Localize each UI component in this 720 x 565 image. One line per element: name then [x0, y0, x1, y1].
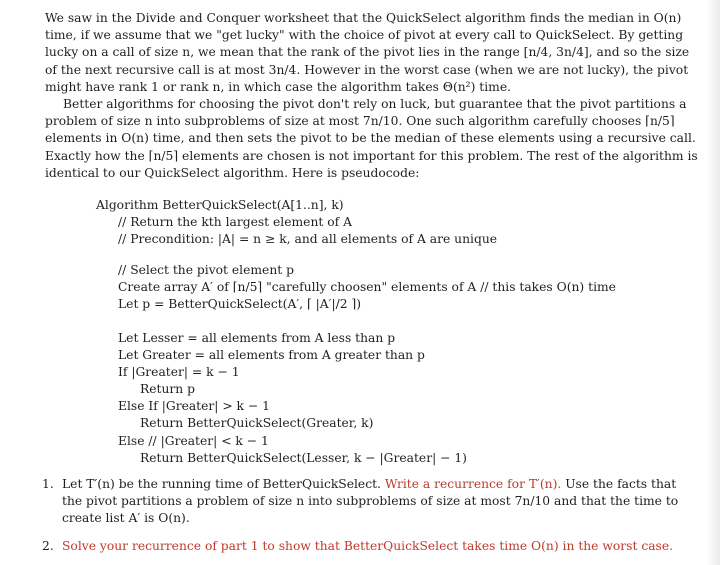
question-line: create list A′ is O(n). — [62, 511, 190, 526]
question-number: 1. — [42, 477, 54, 491]
code-line: Return p — [140, 382, 195, 397]
question-line: the pivot partitions a problem of size n into subproblems of size at most 7n/10 and that the time to — [62, 494, 679, 509]
text-line: elements in O(n) time, and then sets the pivot to be the median of these elements using a recursive call. — [45, 131, 696, 146]
code-line: Create array A′ of ⌈n/5⌉ "carefully choosen" elements of A // this takes O(n) time — [118, 280, 616, 295]
problem-text — [45, 10, 698, 182]
code-comment: // Select the pivot element p — [118, 263, 294, 277]
text-line: Exactly how the ⌈n/5⌉ elements are chosen is not important for this problem. The rest of the algorithm is — [45, 148, 698, 163]
code-line: If |Greater| = k − 1 — [118, 365, 240, 380]
code-line: Else // |Greater| < k − 1 — [118, 433, 269, 448]
code-line: Return BetterQuickSelect(Lesser, k − |Greater| − 1) — [140, 450, 467, 465]
question-number: 2. — [42, 539, 54, 553]
code-line: Algorithm BetterQuickSelect(A[1..n], k) — [96, 198, 344, 212]
pseudocode-partition-block — [96, 330, 467, 467]
page-edge-shadow — [706, 0, 720, 565]
highlighted-task: Solve your recurrence of part 1 to show that BetterQuickSelect takes time O(n) in the worst case. — [62, 539, 674, 553]
highlighted-task: Write a recurrence for T′(n). — [384, 477, 562, 491]
text-line: of the next recursive call is at most 3n/4. However in the worst case (when we are not lucky), the pivot — [45, 62, 689, 77]
code-line: Let Greater = all elements from A greater than p — [118, 348, 425, 363]
code-line: Return BetterQuickSelect(Greater, k) — [140, 416, 374, 431]
question-line: Let T′(n) be the running time of BetterQuickSelect. Write a recurrence for T′(n). Use the facts that — [62, 477, 677, 491]
text-line: lucky on a call of size n, we mean that the rank of the pivot lies in the range [n/4, 3n/4], and so the size — [45, 45, 690, 60]
code-comment: // Precondition: |A| = n ≥ k, and all elements of A are unique — [118, 232, 498, 247]
code-comment: // Return the kth largest element of A — [118, 215, 352, 230]
pseudocode-header — [96, 197, 497, 248]
code-line: Let Lesser = all elements from A less than p — [118, 331, 396, 345]
text-line: time, if we assume that we "get lucky" with the choice of pivot at every call to QuickSelect. By getting — [45, 28, 684, 43]
better-algorithms-paragraph — [45, 96, 698, 182]
text-line: problem of size n into subproblems of size at most 7n/10. One such algorithm carefully chooses ⌈n/5⌉ — [45, 114, 675, 129]
intro-paragraph — [45, 10, 690, 96]
code-line: Let p = BetterQuickSelect(A′, ⌈ |A′|/2 ⌉) — [118, 297, 362, 312]
question-1 — [42, 476, 686, 528]
text-line: might have rank 1 or rank n, in which case the algorithm takes Θ(n²) time. — [45, 79, 512, 94]
text-line: identical to our QuickSelect algorithm. Here is pseudocode: — [45, 165, 420, 180]
pseudocode-pivot-block — [96, 262, 616, 313]
code-line: Else If |Greater| > k − 1 — [118, 399, 270, 414]
question-2 — [42, 538, 686, 555]
text-line: Better algorithms for choosing the pivot don't rely on luck, but guarantee that the pivot partitions a — [63, 97, 687, 112]
text-line: We saw in the Divide and Conquer worksheet that the QuickSelect algorithm finds the median in O(n) — [45, 11, 682, 25]
